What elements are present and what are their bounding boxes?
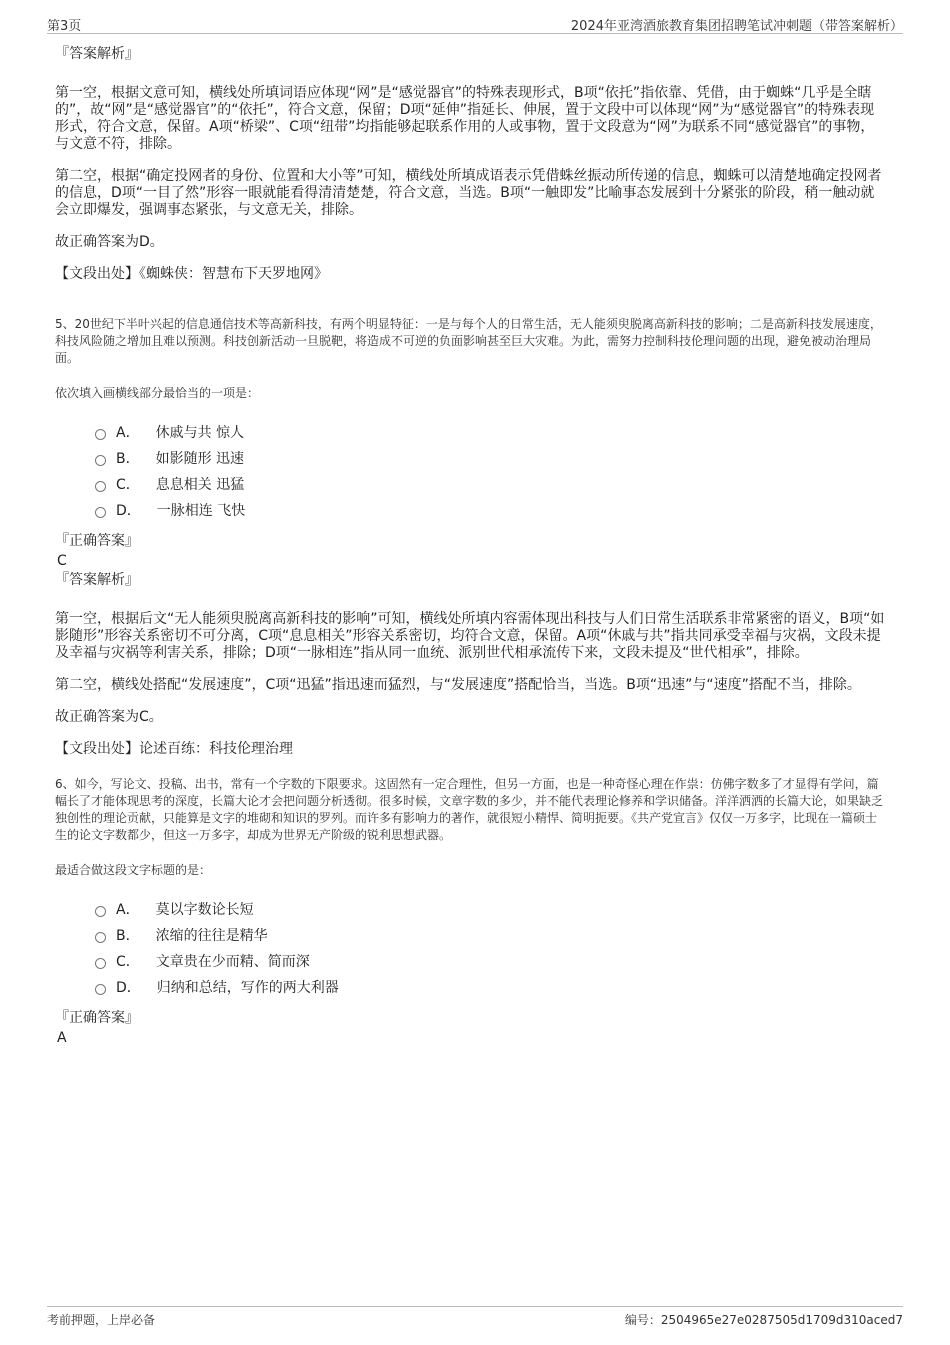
document-id: 编号：2504965e27e0287505d1709d310aced7 <box>624 1313 903 1327</box>
q4-final-answer: 故正确答案为D。 <box>55 234 164 250</box>
document-title: 2024年亚湾酒旅教育集团招聘笔试冲刺题（带答案解析） <box>570 19 903 34</box>
radio-icon[interactable] <box>95 932 106 943</box>
page-footer <box>47 1306 903 1327</box>
q5-option-d[interactable]: D． 一脉相连 飞快 <box>95 497 888 523</box>
radio-icon[interactable] <box>95 429 106 440</box>
q5-stem: 5、20世纪下半叶兴起的信息通信技术等高新科技，有两个明显特征：一是与每个人的日常生活，无人能须臾脱离高新科技的影响；二是高新科技发展速度，科技风险随之增加且难以预测。科技创新活动一旦脱靶，将造成不可逆的负面影响甚至巨大灾难。为此，需努力控制科技伦理问题的出现，避免被动治理局面。 <box>55 317 882 365</box>
q6-option-b[interactable]: B． 浓缩的往往是精华 <box>95 922 888 948</box>
q4-analysis-p2: 第二空，根据“确定投网者的身份、位置和大小等”可知，横线处所填成语表示凭借蛛丝振动所传递的信息，蜘蛛可以清楚地确定投网者的信息，D项“一目了然”形容一眼就能看得清清楚楚，符合文意，当选。B项“一触即发”比喻事态发展到十分紧张的阶段，稍一触动就会立即爆发，强调事态紧张，与文意无关，排除。 <box>55 168 882 218</box>
q6-options <box>95 896 888 1000</box>
radio-icon[interactable] <box>95 507 106 518</box>
q6-stem: 6、如今，写论文、投稿、出书，常有一个字数的下限要求。这固然有一定合理性，但另一方面，也是一种奇怪心理在作祟：仿佛字数多了才显得有学问，篇幅长了才能体现思考的深度，长篇大论才会把问题分析透彻。很多时候，文章字数的多少，并不能代表理论修养和学识储备。洋洋洒洒的长篇大论，如果缺乏独创性的理论贡献，只能算是文字的堆砌和知识的罗列。而许多有影响力的著作，就很短小精悍、简明扼要。《共产党宣言》仅仅一万多字，比现在一篇硕士生的论文字数都少，但这一万多字，却成为世界无产阶级的锐利思想武器。 <box>55 777 884 842</box>
q5-source: 【文段出处】论述百练：科技伦理治理 <box>55 741 293 757</box>
radio-icon[interactable] <box>95 481 106 492</box>
q6-correct-label: 『正确答案』 <box>55 1010 139 1026</box>
radio-icon[interactable] <box>95 455 106 466</box>
q5-analysis-label: 『答案解析』 <box>55 572 139 588</box>
q4-source: 【文段出处】《蜘蛛侠：智慧布下天罗地网》 <box>55 266 328 282</box>
q5-correct-label: 『正确答案』 <box>55 533 139 549</box>
q4-analysis-label: 『答案解析』 <box>55 46 139 62</box>
q6-option-d[interactable]: D． 归纳和总结，写作的两大利器 <box>95 974 888 1000</box>
q5-analysis-p2: 第二空，横线处搭配“发展速度”，C项“迅猛”指迅速而猛烈，与“发展速度”搭配恰当，当选。B项“迅速”与“速度”搭配不当，排除。 <box>55 677 861 693</box>
q6-option-c[interactable]: C． 文章贵在少而精、简而深 <box>95 948 888 974</box>
q6-correct-answer: A <box>57 1030 67 1046</box>
q5-option-b[interactable]: B． 如影随形 迅速 <box>95 445 888 471</box>
q4-analysis-p1: 第一空，根据文意可知，横线处所填词语应体现“网”是“感觉器官”的特殊表现形式，B项“依托”指依靠、凭借，由于蜘蛛“几乎是全瞎的”，故“网”是“感觉器官”的“依托”，符合文意，保留；D项“延伸”指延长、伸展，置于文段中可以体现“网”为“感觉器官”的特殊表现形式，符合文意，保留。A项“桥梁”、C项“纽带”均指能够起联系作用的人或事物，置于文段意为“网”为联系不同“感觉器官”的事物，与文意不符，排除。 <box>55 85 875 152</box>
q5-correct-answer: C <box>57 553 67 569</box>
q5-option-a[interactable]: A． 休戚与共 惊人 <box>95 419 888 445</box>
footer-slogan: 考前押题，上岸必备 <box>47 1313 156 1327</box>
q6-instruction: 最适合做这段文字标题的是： <box>55 863 212 877</box>
q5-final-answer: 故正确答案为C。 <box>55 709 163 725</box>
radio-icon[interactable] <box>95 906 106 917</box>
q6-option-a[interactable]: A． 莫以字数论长短 <box>95 896 888 922</box>
page-number: 第3页 <box>47 19 82 34</box>
q5-instruction: 依次填入画横线部分最恰当的一项是： <box>55 386 260 400</box>
page-header <box>47 13 903 34</box>
document-body <box>55 44 888 1047</box>
q5-analysis-p1: 第一空，根据后文“无人能须臾脱离高新科技的影响”可知，横线处所填内容需体现出科技与人们日常生活联系非常紧密的语义，B项“如影随形”形容关系密切不可分离，C项“息息相关”形容关系密切，均符合文意，保留。A项“休戚与共”指共同承受幸福与灾祸，文段未提及幸福与灾祸等利害关系，排除；D项“一脉相连”指从同一血统、派别世代相承流传下来，文段未提及“世代相承”，排除。 <box>55 611 885 661</box>
radio-icon[interactable] <box>95 958 106 969</box>
q5-option-c[interactable]: C． 息息相关 迅猛 <box>95 471 888 497</box>
radio-icon[interactable] <box>95 984 106 995</box>
q5-options <box>95 419 888 523</box>
